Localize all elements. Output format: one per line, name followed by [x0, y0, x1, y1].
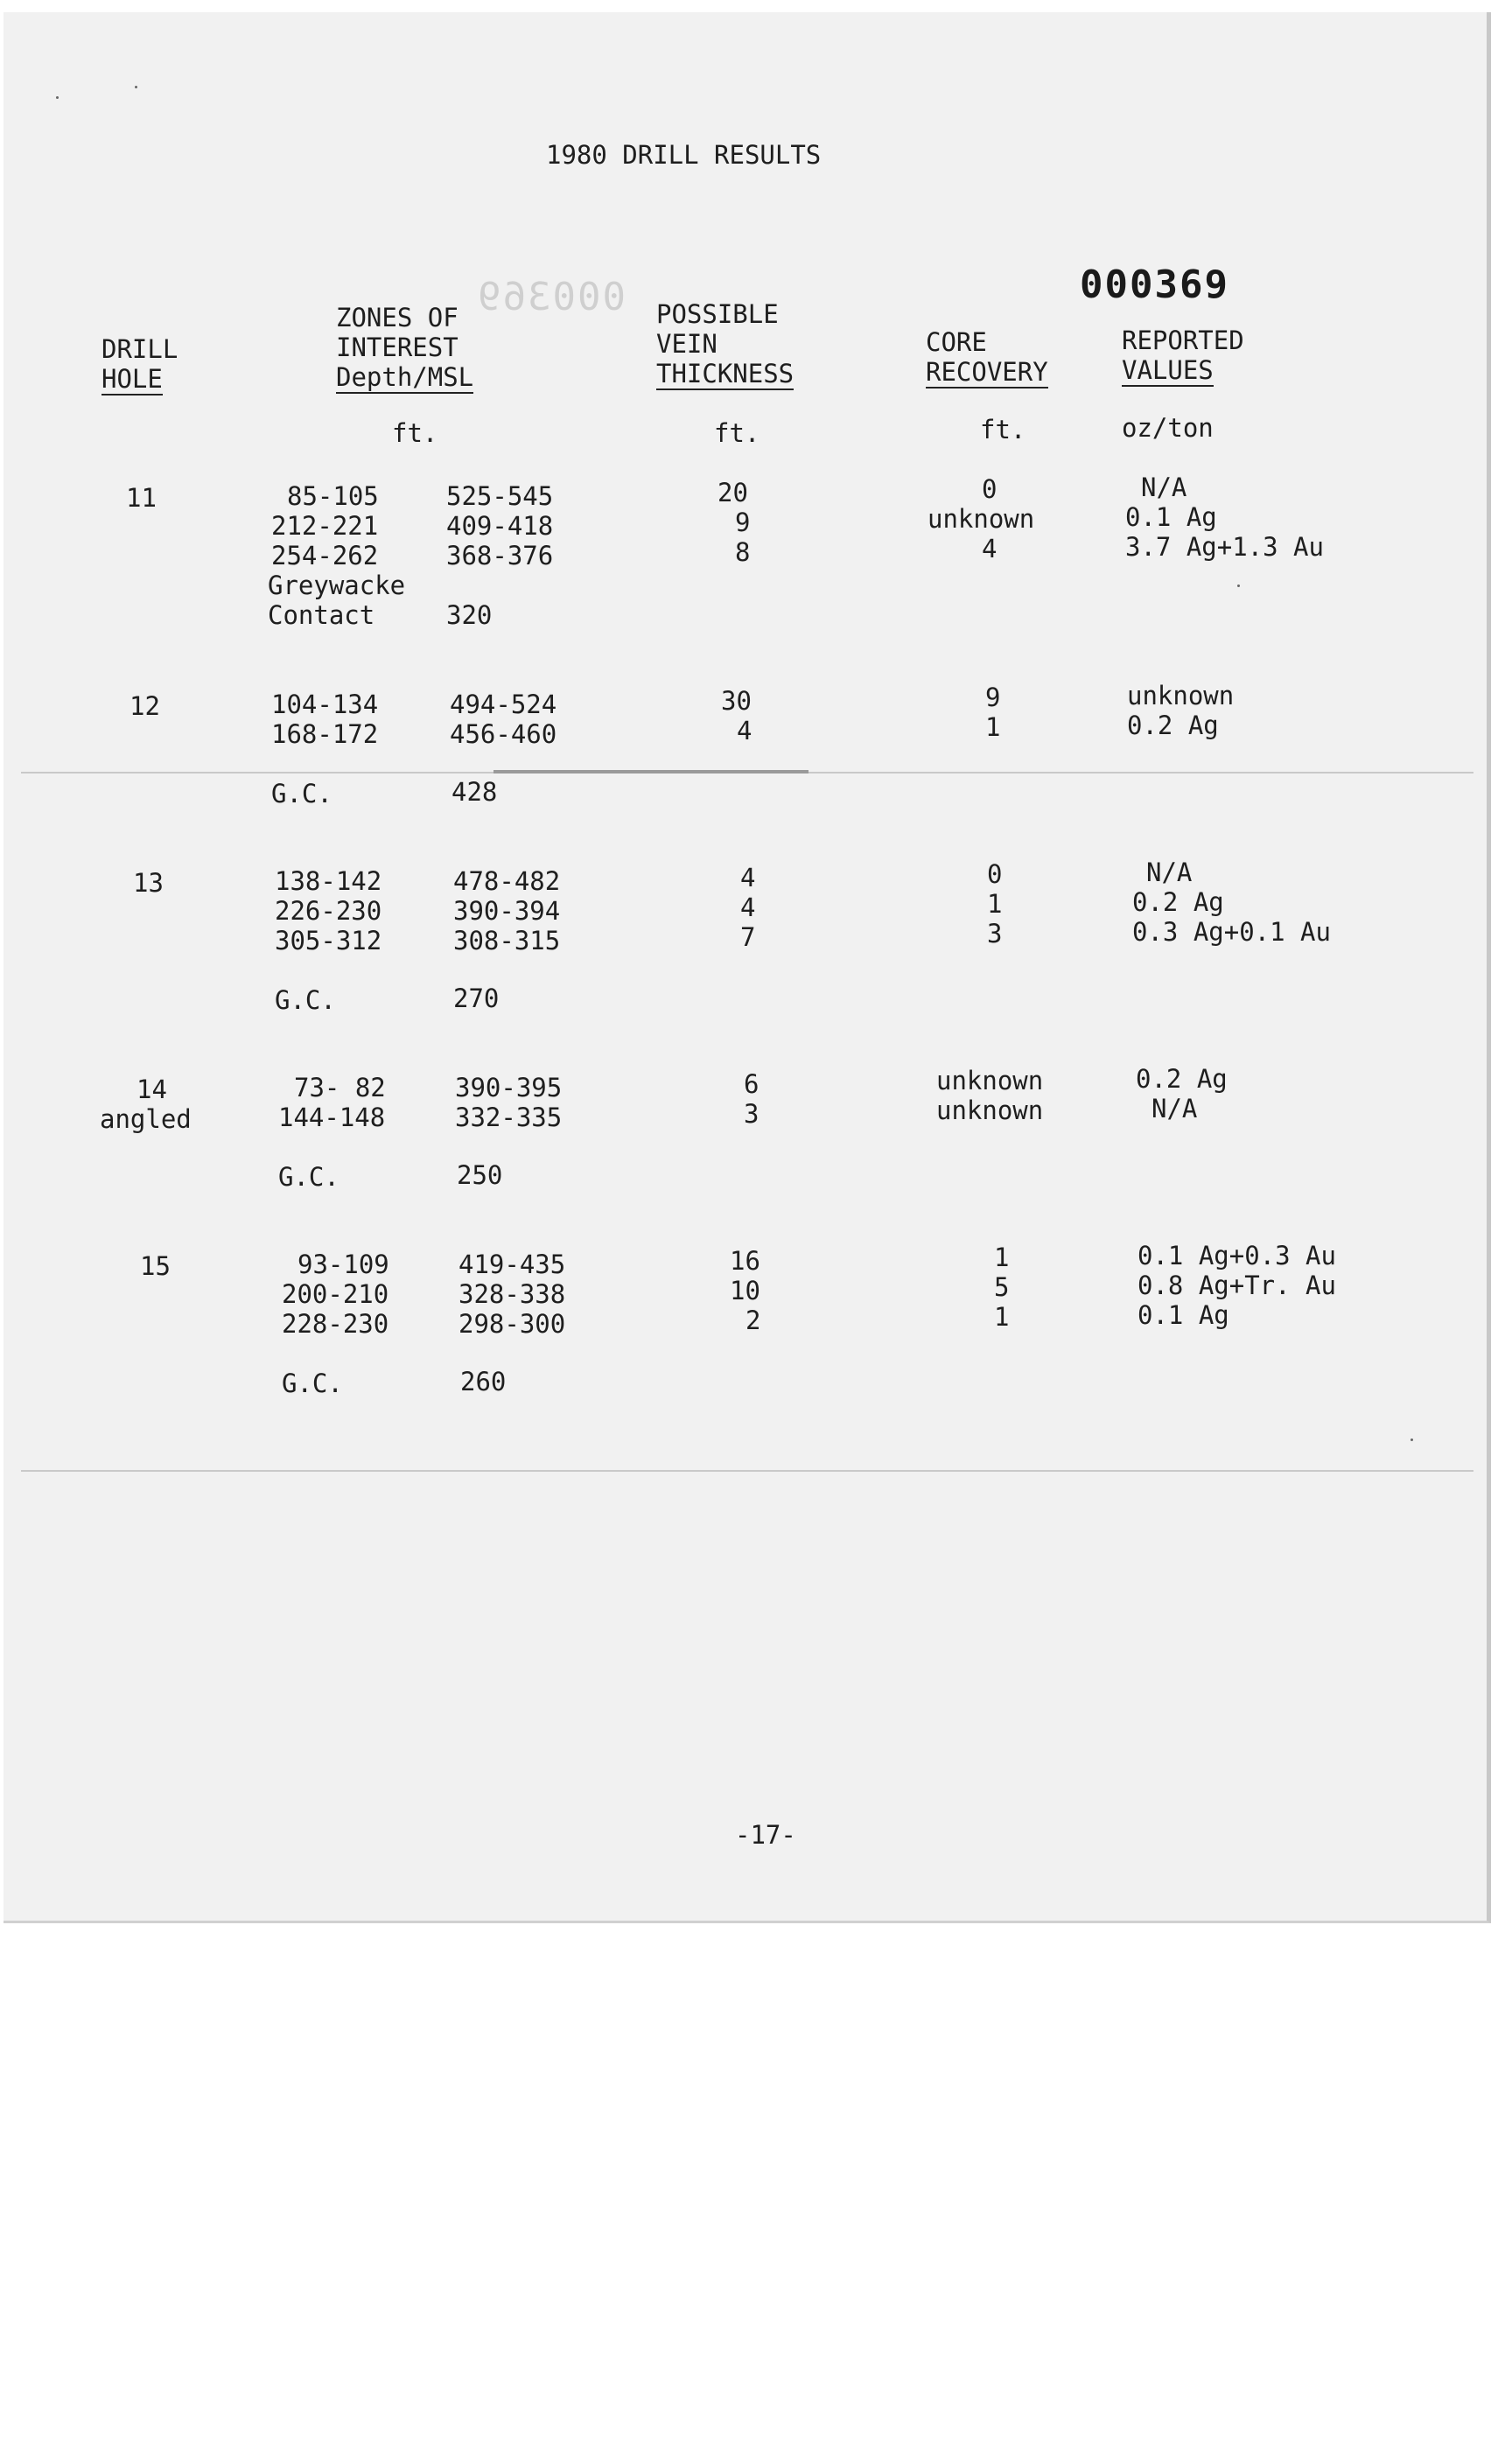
- zone-msl: 390-394: [453, 896, 561, 926]
- zone-msl: 332-335: [455, 1102, 563, 1132]
- reported-value: 0.2 Ag: [1132, 887, 1224, 917]
- contact-msl: 260: [460, 1367, 507, 1396]
- contact-label: G.C.: [275, 985, 336, 1015]
- core-recovery: 9: [985, 682, 1001, 712]
- zone-depth: 144-148: [278, 1102, 386, 1132]
- scan-speck: [56, 96, 59, 99]
- unit-values: oz/ton: [1122, 413, 1214, 443]
- header-vein-line3: THICKNESS: [656, 359, 794, 388]
- zone-depth: 85-105: [287, 481, 379, 511]
- core-recovery: unknown: [936, 1096, 1044, 1125]
- scan-artifact-line: [21, 1470, 1474, 1472]
- header-core-line1: CORE: [926, 327, 987, 357]
- scanned-page: [4, 12, 1491, 1923]
- zone-depth: 254-262: [271, 541, 379, 570]
- header-values-line1: REPORTED: [1122, 326, 1244, 355]
- vein-thickness: 6: [744, 1069, 760, 1099]
- zone-msl: 328-338: [458, 1279, 566, 1309]
- vein-thickness: 4: [740, 892, 756, 922]
- zone-depth: 104-134: [271, 690, 379, 719]
- contact-label: G.C.: [271, 779, 332, 808]
- zone-msl: 308-315: [453, 926, 561, 956]
- core-recovery: 0: [982, 474, 998, 504]
- hole-id: 13: [133, 868, 164, 898]
- header-zones-line3: Depth/MSL: [336, 362, 474, 392]
- zone-msl: 456-460: [450, 719, 557, 749]
- zone-depth: 73- 82: [294, 1073, 386, 1102]
- vein-thickness: 10: [730, 1276, 760, 1306]
- reported-value: 0.8 Ag+Tr. Au: [1138, 1270, 1336, 1300]
- page-number: -17-: [735, 1820, 796, 1850]
- document-title: 1980 DRILL RESULTS: [546, 140, 822, 170]
- scan-artifact-line: [494, 770, 808, 774]
- vein-thickness: 4: [740, 863, 756, 892]
- contact-msl: 428: [452, 777, 498, 807]
- reported-value: N/A: [1146, 858, 1193, 887]
- reported-value: 0.1 Ag: [1138, 1300, 1229, 1330]
- zone-depth: 200-210: [282, 1279, 389, 1309]
- vein-thickness: 4: [737, 716, 752, 746]
- contact-label: G.C.: [282, 1368, 343, 1398]
- vein-thickness: 3: [744, 1099, 760, 1129]
- document-stamp-number: 000369: [1080, 262, 1229, 307]
- vein-thickness: 8: [735, 537, 751, 567]
- zone-depth: 138-142: [275, 866, 382, 896]
- core-recovery: unknown: [928, 504, 1035, 534]
- vein-thickness: 7: [740, 922, 756, 952]
- reported-value: N/A: [1141, 472, 1187, 502]
- reported-value: 0.1 Ag+0.3 Au: [1138, 1241, 1336, 1270]
- scan-speck: [135, 86, 137, 88]
- zone-msl: 478-482: [453, 866, 561, 896]
- core-recovery: 1: [994, 1242, 1010, 1272]
- header-vein-line2: VEIN: [656, 329, 718, 359]
- contact-msl: 270: [453, 984, 500, 1013]
- bleed-through-number: 000369: [476, 275, 626, 319]
- reported-value: 0.2 Ag: [1136, 1064, 1228, 1094]
- core-recovery: unknown: [936, 1066, 1044, 1096]
- zone-msl: 390-395: [455, 1073, 563, 1102]
- header-values-line2: VALUES: [1122, 355, 1214, 385]
- hole-id: 12: [130, 691, 160, 721]
- zone-depth: 228-230: [282, 1309, 389, 1339]
- vein-thickness: 30: [721, 686, 752, 716]
- contact-msl: 250: [457, 1160, 503, 1190]
- reported-value: unknown: [1127, 681, 1235, 710]
- vein-thickness: 9: [735, 508, 751, 537]
- hole-note: angled: [100, 1104, 192, 1134]
- zone-depth: 93-109: [298, 1250, 389, 1279]
- contact-label: Contact: [268, 600, 375, 630]
- core-recovery: 1: [994, 1302, 1010, 1332]
- header-drill-hole-line2: HOLE: [102, 364, 163, 394]
- zone-msl: 409-418: [446, 511, 554, 541]
- core-recovery: 1: [985, 712, 1001, 742]
- zone-msl: 525-545: [446, 481, 554, 511]
- unit-vein: ft.: [714, 418, 760, 448]
- core-recovery: 0: [987, 859, 1003, 889]
- reported-value: 0.1 Ag: [1125, 502, 1217, 532]
- vein-thickness: 20: [718, 478, 748, 508]
- zone-depth: 212-221: [271, 511, 379, 541]
- hole-id: 15: [140, 1251, 171, 1281]
- core-recovery: 4: [982, 534, 998, 564]
- unit-core: ft.: [980, 415, 1026, 444]
- header-zones-line2: INTEREST: [336, 332, 458, 362]
- header-core-line2: RECOVERY: [926, 357, 1048, 387]
- reported-value: 0.3 Ag+0.1 Au: [1132, 917, 1331, 947]
- zone-depth: 305-312: [275, 926, 382, 956]
- core-recovery: 5: [994, 1272, 1010, 1302]
- zone-depth: 168-172: [271, 719, 379, 749]
- zone-msl: 368-376: [446, 541, 554, 570]
- vein-thickness: 16: [730, 1246, 760, 1276]
- reported-value: N/A: [1152, 1094, 1198, 1124]
- scan-speck: [1410, 1438, 1413, 1441]
- contact-label: Greywacke: [268, 570, 406, 600]
- unit-zones: ft.: [392, 418, 438, 448]
- hole-id: 11: [126, 483, 157, 513]
- contact-label: G.C.: [278, 1162, 340, 1192]
- header-vein-line1: POSSIBLE: [656, 299, 779, 329]
- header-zones-line1: ZONES OF: [336, 303, 458, 332]
- reported-value: 3.7 Ag+1.3 Au: [1125, 532, 1324, 562]
- core-recovery: 3: [987, 919, 1003, 948]
- zone-msl: 419-435: [458, 1250, 566, 1279]
- hole-id: 14: [136, 1074, 167, 1104]
- reported-value: 0.2 Ag: [1127, 710, 1219, 740]
- zone-msl: 494-524: [450, 690, 557, 719]
- zone-depth: 226-230: [275, 896, 382, 926]
- scan-speck: [1237, 584, 1240, 587]
- zone-msl: 298-300: [458, 1309, 566, 1339]
- header-drill-hole-line1: DRILL: [102, 334, 178, 364]
- contact-msl: 320: [446, 600, 493, 630]
- core-recovery: 1: [987, 889, 1003, 919]
- vein-thickness: 2: [746, 1306, 761, 1335]
